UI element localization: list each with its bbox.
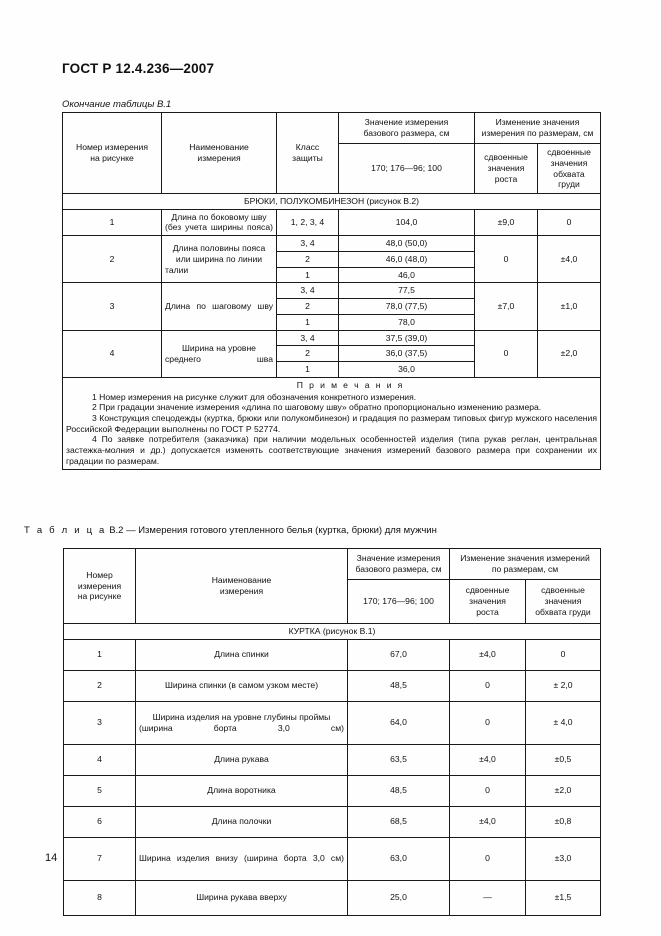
cell-number: 3 [63,283,162,330]
cell-growth: 0 [450,701,526,744]
cell-base: 68,5 [348,806,450,837]
note-item: 4 По заявке потребителя (заказчика) при наличии модельных особенностей изделия (типа рукав реглан, центральная застежка-молния и др.) допускается изменять соответствующие значения измерений базового размера при сохранении их градации по размерам. [66,434,597,466]
table-b2-caption-text: В.2 — Измерения готового утепленного белья (куртка, брюки) для мужчин [109,525,437,536]
section-title-bryuki: БРЮКИ, ПОЛУКОМБИНЕЗОН (рисунок В.2) [63,194,601,210]
cell-class: 3, 4 [277,236,339,252]
cell-chest: ±1,0 [538,283,601,330]
cell-name: Длина спинки [136,639,348,670]
table-row [64,744,601,775]
cell-name: Ширина изделия на уровне глубины проймы (ширина борта 3,0 см) [136,701,348,744]
table-b2-caption [24,525,437,536]
cell-class: 3, 4 [277,330,339,346]
header-cell-growth: сдвоенные значения роста [475,144,538,194]
cell-class: 3, 4 [277,283,339,299]
header-cell-growth: сдвоенные значения роста [450,580,526,624]
cell-growth: ±4,0 [450,639,526,670]
table-row [63,236,601,252]
cell-number: 1 [63,209,162,235]
cell-name: Длина полочки [136,806,348,837]
header-cell-class: Класс защиты [277,113,339,194]
cell-base: 63,5 [348,744,450,775]
notes-title: П р и м е ч а н и я [296,379,405,390]
cell-number: 1 [64,639,136,670]
cell-base: 37,5 (39,0) [339,330,475,346]
table-b1-caption: Окончание таблицы В.1 [62,99,172,110]
cell-chest: ±1,5 [526,880,601,915]
cell-class: 1, 2, 3, 4 [277,209,339,235]
cell-name: Длина воротника [136,775,348,806]
table-b2 [63,548,601,916]
cell-class: 1 [277,362,339,378]
cell-name: Ширина спинки (в самом узком месте) [136,670,348,701]
cell-base: 46,0 [339,267,475,283]
header-cell-base-sizes: 170; 176—96; 100 [348,580,450,624]
cell-class: 2 [277,251,339,267]
table-row [64,880,601,915]
cell-name: Ширина на уровне среднего шва [162,330,277,377]
cell-base: 25,0 [348,880,450,915]
cell-number: 2 [63,236,162,283]
cell-name: Ширина изделия внизу (ширина борта 3,0 см) [136,837,348,880]
cell-chest: ±4,0 [538,236,601,283]
table-notes [63,377,601,469]
cell-number: 4 [63,330,162,377]
cell-number: 2 [64,670,136,701]
table-b1 [62,112,601,470]
cell-base: 36,0 [339,362,475,378]
note-item: 1 Номер измерения на рисунке служит для обозначения конкретного измерения. [92,391,417,402]
cell-base: 77,5 [339,283,475,299]
cell-base: 78,0 (77,5) [339,299,475,315]
cell-growth: 0 [475,236,538,283]
header-cell-change: Изменение значения измерений по размерам, см [450,549,601,580]
table-row [64,837,601,880]
table-b2-header-row-1 [64,549,601,580]
header-cell-chest: сдвоенные значения обхвата груди [538,144,601,194]
header-cell-chest: сдвоенные значения обхвата груди [526,580,601,624]
cell-growth: ±7,0 [475,283,538,330]
cell-base: 48,0 (50,0) [339,236,475,252]
cell-growth: 0 [475,330,538,377]
table-b1-notes-row [63,377,601,469]
header-cell-base-value: Значение измерения базового размера, см [348,549,450,580]
cell-chest: ±0,8 [526,806,601,837]
cell-chest: ±2,0 [526,775,601,806]
cell-name: Ширина рукава вверху [136,880,348,915]
cell-chest: 0 [538,209,601,235]
cell-number: 4 [64,744,136,775]
table-row [63,283,601,299]
cell-name: Длина рукава [136,744,348,775]
note-item: 2 При градации значение измерения «длина по шаговому шву» обратно пропорционально изменению размера. [92,402,542,413]
header-cell-change: Изменение значения измерения по размерам, см [475,113,601,144]
cell-base: 46,0 (48,0) [339,251,475,267]
table-b1-header-row-1 [63,113,601,144]
cell-class: 2 [277,346,339,362]
cell-number: 5 [64,775,136,806]
cell-number: 7 [64,837,136,880]
table-b1-section-row [63,194,601,210]
cell-base: 67,0 [348,639,450,670]
cell-class: 1 [277,267,339,283]
cell-growth: 0 [450,837,526,880]
cell-growth: ±4,0 [450,806,526,837]
cell-base: 104,0 [339,209,475,235]
cell-number: 3 [64,701,136,744]
cell-growth: ±9,0 [475,209,538,235]
table-b2-caption-label: Т а б л и ц а [24,525,107,536]
note-item: 3 Конструкция спецодежды (куртка, брюки или полукомбинезон) и градация по размерам типовых фигур мужского населения Российской Федерации выполнены по ГОСТ Р 52774. [66,413,597,434]
cell-chest: 0 [526,639,601,670]
cell-chest: ± 4,0 [526,701,601,744]
table-row [64,775,601,806]
cell-growth: ±4,0 [450,744,526,775]
page-header-standard-number: ГОСТ Р 12.4.236—2007 [62,61,215,76]
table-row [64,639,601,670]
table-b2-section-row [64,624,601,640]
cell-base: 48,5 [348,670,450,701]
cell-chest: ±2,0 [538,330,601,377]
cell-name: Длина по боковому шву (без учета ширины пояса) [162,209,277,235]
table-row [63,330,601,346]
table-row [64,670,601,701]
header-cell-number: Номер измерения на рисунке [64,549,136,624]
table-row [64,806,601,837]
header-cell-name: Наименование измерения [136,549,348,624]
cell-base: 78,0 [339,314,475,330]
cell-growth: 0 [450,670,526,701]
cell-number: 8 [64,880,136,915]
header-cell-number: Номер измерения на рисунке [63,113,162,194]
cell-name: Длина по шаговому шву [162,283,277,330]
table-row [64,701,601,744]
cell-chest: ±3,0 [526,837,601,880]
section-title-kurtka: КУРТКА (рисунок В.1) [64,624,601,640]
cell-number: 6 [64,806,136,837]
table-row [63,209,601,235]
cell-chest: ±0,5 [526,744,601,775]
cell-base: 64,0 [348,701,450,744]
page-number: 14 [45,852,58,864]
cell-chest: ± 2,0 [526,670,601,701]
cell-base: 48,5 [348,775,450,806]
cell-class: 1 [277,314,339,330]
cell-base: 36,0 (37,5) [339,346,475,362]
header-cell-base-sizes: 170; 176—96; 100 [339,144,475,194]
header-cell-base-value: Значение измерения базового размера, см [339,113,475,144]
cell-growth: 0 [450,775,526,806]
cell-class: 2 [277,299,339,315]
cell-base: 63,0 [348,837,450,880]
cell-name: Длина половины пояса или ширина по линии талии [162,236,277,283]
header-cell-name: Наименование измерения [162,113,277,194]
cell-growth: — [450,880,526,915]
